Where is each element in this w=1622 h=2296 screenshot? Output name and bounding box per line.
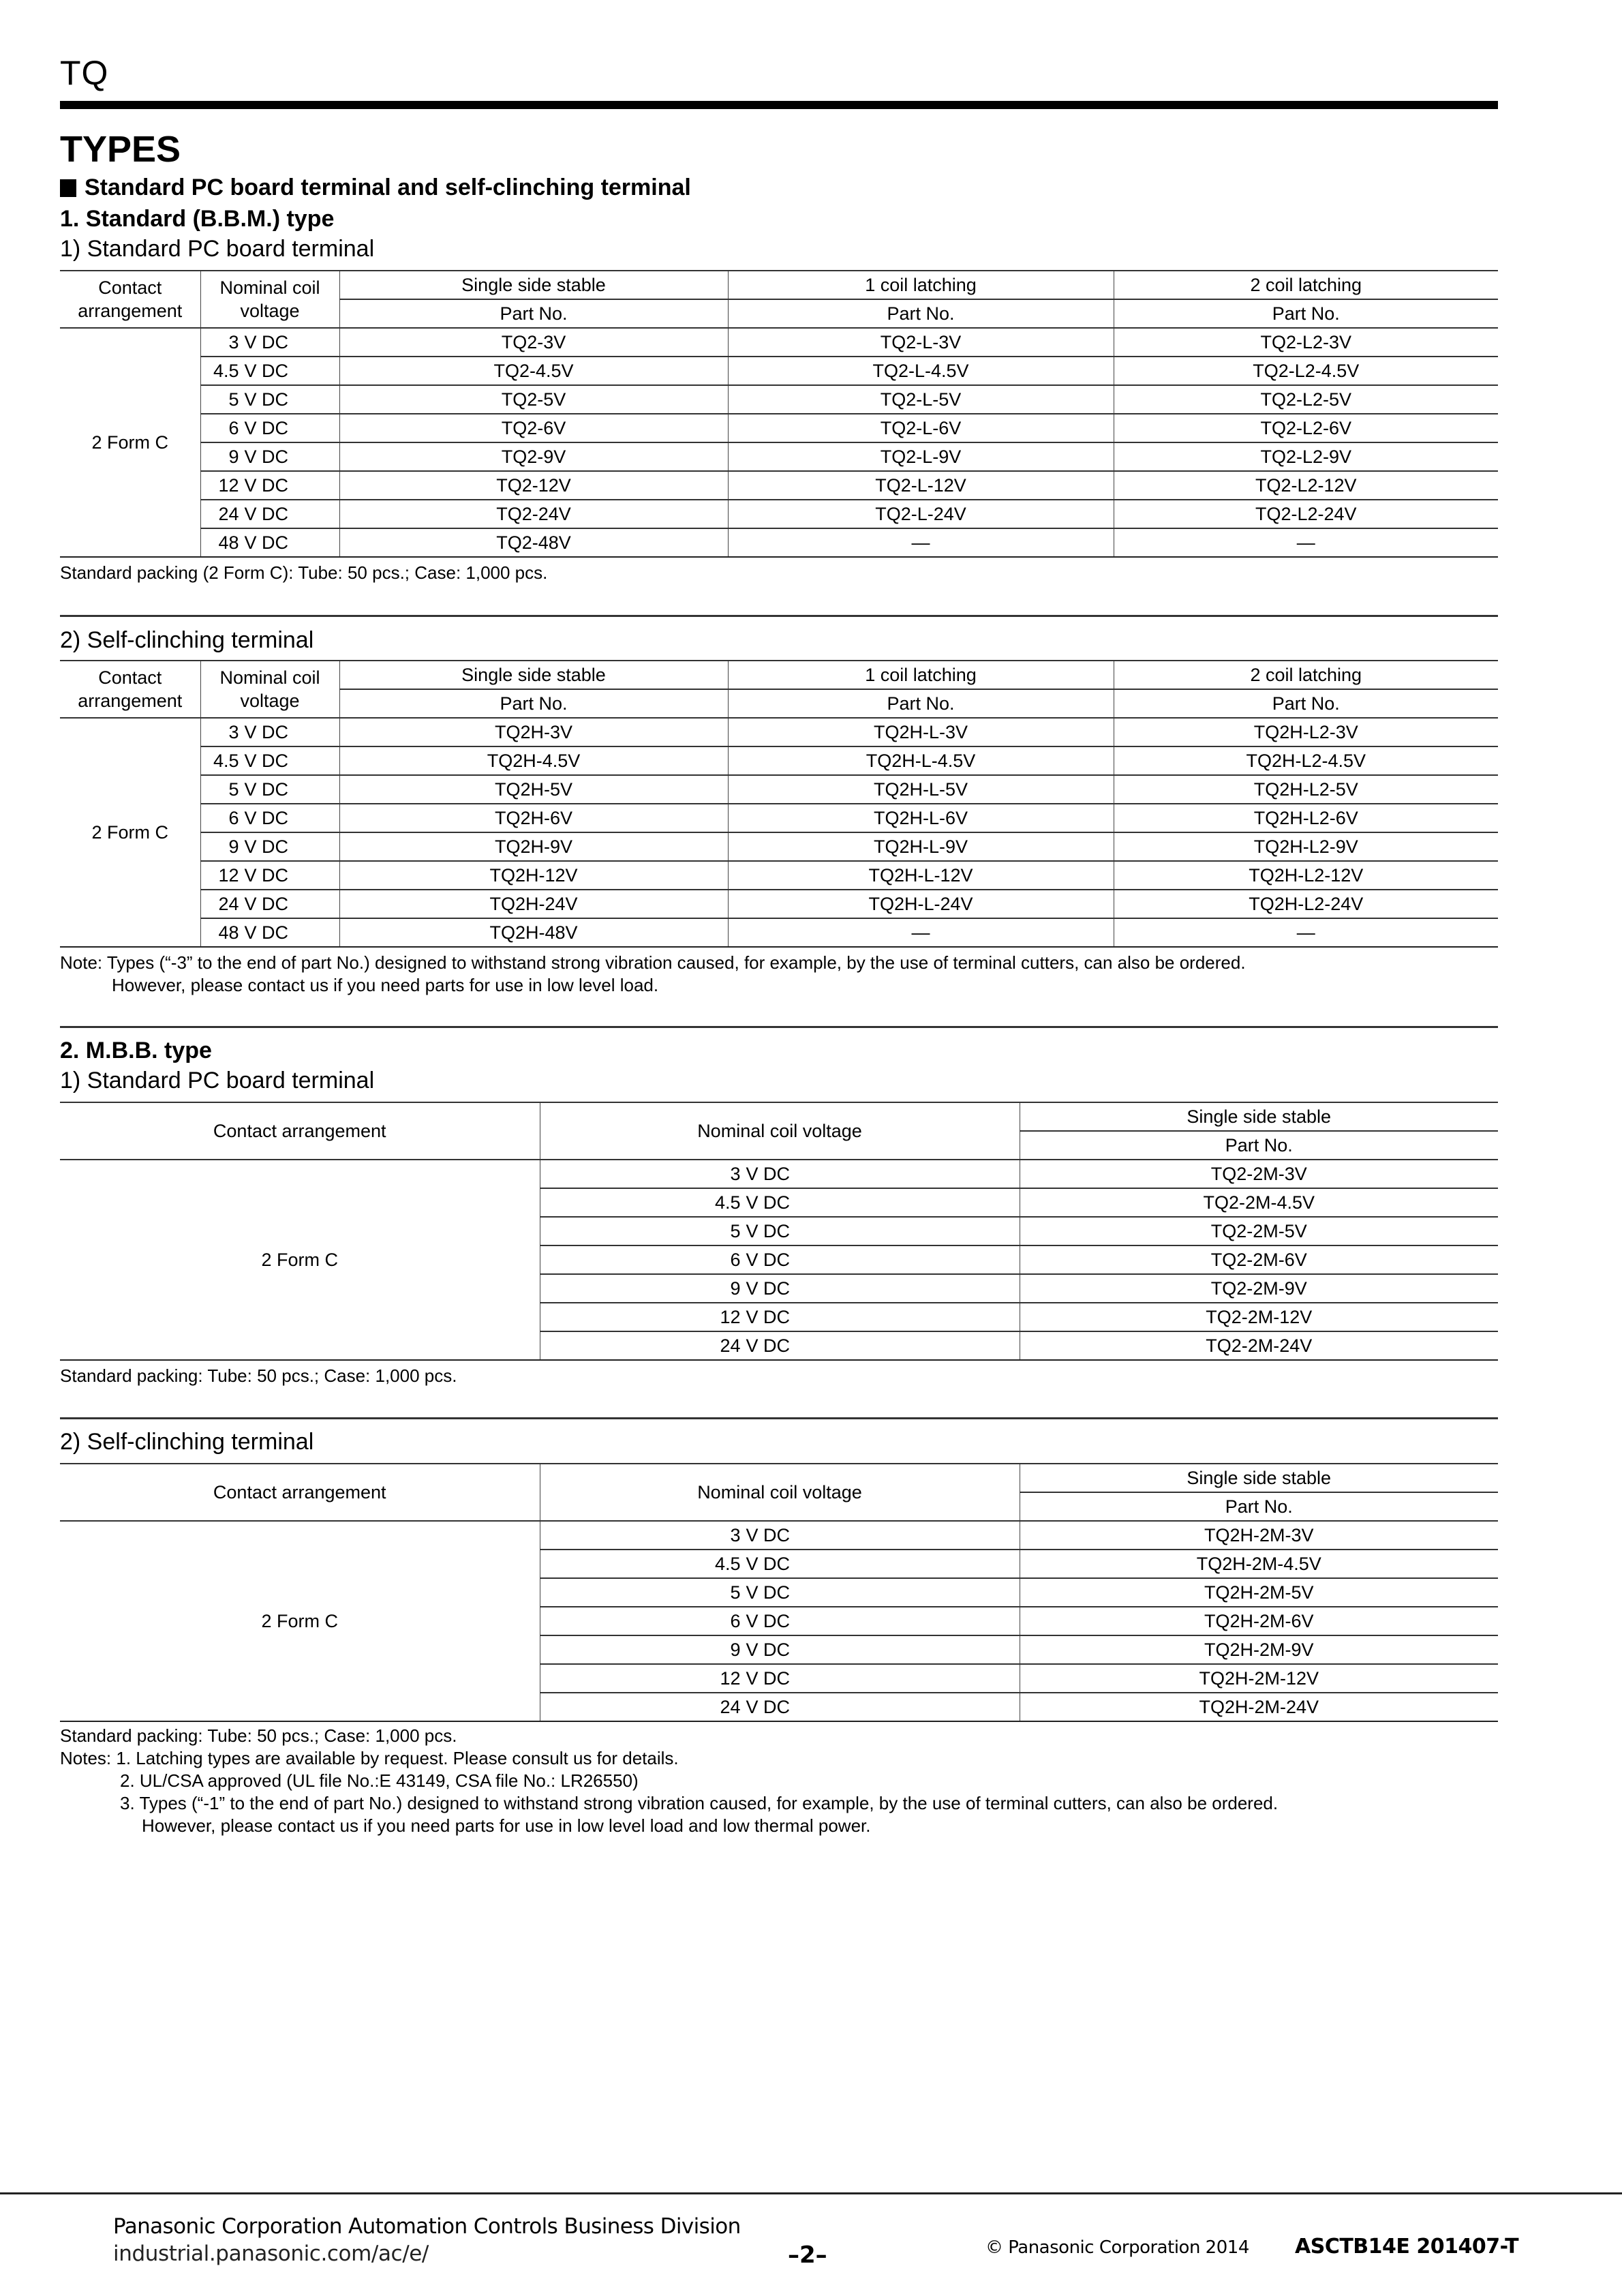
voltage-cell: 24 V DC xyxy=(540,1693,1020,1721)
bbm-heading: 1. Standard (B.B.M.) type xyxy=(60,206,335,232)
header-part-no: Part No. xyxy=(339,299,728,328)
table-row xyxy=(60,775,1498,804)
voltage-cell: 9 V DC xyxy=(200,442,339,471)
voltage-cell: 3 V DC xyxy=(540,1160,1020,1188)
part-no-cell: TQ2H-2M-6V xyxy=(1020,1607,1498,1635)
header-contact-arrangement: Contact arrangement xyxy=(78,667,183,711)
header-nominal-voltage: Nominal coil voltage xyxy=(540,1464,1020,1521)
voltage-cell: 5 V DC xyxy=(540,1578,1020,1607)
mbb-sc-notes xyxy=(60,1725,1498,1837)
part-no-cell: TQ2H-2M-24V xyxy=(1020,1693,1498,1721)
part-no-cell: TQ2-L2-24V xyxy=(1114,500,1498,528)
table-row xyxy=(60,1521,1498,1550)
contact-arrangement-cell: 2 Form C xyxy=(91,432,168,453)
part-no-cell: TQ2-5V xyxy=(339,385,728,414)
header-1-coil-latching: 1 coil latching xyxy=(728,661,1114,689)
part-no-cell: TQ2-2M-24V xyxy=(1020,1331,1498,1360)
table-row xyxy=(60,328,1498,357)
part-no-cell: TQ2-2M-6V xyxy=(1020,1245,1498,1274)
table-row xyxy=(60,442,1498,471)
voltage-cell: 12 V DC xyxy=(200,471,339,500)
part-no-cell: TQ2H-L-5V xyxy=(728,775,1114,804)
bbm-pcb-packing: Standard packing (2 Form C): Tube: 50 pcs.; Case: 1,000 pcs. xyxy=(60,562,548,583)
part-no-cell: TQ2H-L2-4.5V xyxy=(1114,746,1498,775)
voltage-cell: 5 V DC xyxy=(540,1217,1020,1245)
mbb-sc-table xyxy=(60,1463,1498,1722)
header-nominal-voltage: Nominal coil voltage xyxy=(200,271,339,328)
note-1: Notes: 1. Latching types are available by request. Please consult us for details. xyxy=(60,1748,679,1768)
bbm-sc-note xyxy=(60,952,1498,997)
mbb-sc-subheading: 2) Self-clinching terminal xyxy=(60,1429,314,1455)
header-contact-arrangement: Contact arrangement xyxy=(213,1120,386,1141)
part-no-cell: TQ2-9V xyxy=(339,442,728,471)
note-3: 3. Types (“-1” to the end of part No.) designed to withstand strong vibration caused, for example, by the use of terminal cutters, can also be ordered. xyxy=(120,1793,1279,1813)
table-row xyxy=(60,1160,1498,1188)
voltage-cell: 9 V DC xyxy=(540,1635,1020,1664)
table-row xyxy=(60,500,1498,528)
voltage-cell: 6 V DC xyxy=(540,1245,1020,1274)
section-heading-text: Standard PC board terminal and self-clinching terminal xyxy=(85,175,691,200)
voltage-cell: 5 V DC xyxy=(200,385,339,414)
document-code: ASCTB14E 201407-T xyxy=(1295,2235,1519,2259)
packing-note: Standard packing: Tube: 50 pcs.; Case: 1,000 pcs. xyxy=(60,1725,457,1746)
note-3-continued: However, please contact us if you need parts for use in low level load and low thermal power. xyxy=(142,1815,871,1836)
voltage-cell: 3 V DC xyxy=(200,328,339,357)
header-nominal-voltage: Nominal coil voltage xyxy=(200,661,339,718)
voltage-cell: 24 V DC xyxy=(200,500,339,528)
part-no-cell: — xyxy=(1114,918,1498,947)
part-no-cell: TQ2H-6V xyxy=(339,804,728,832)
part-no-cell: TQ2H-2M-5V xyxy=(1020,1578,1498,1607)
footer-rule xyxy=(0,2192,1622,2194)
part-no-cell: TQ2-2M-5V xyxy=(1020,1217,1498,1245)
header-contact-arrangement: Contact arrangement xyxy=(78,277,183,321)
header-part-no: Part No. xyxy=(728,689,1114,718)
part-no-cell: TQ2H-L-3V xyxy=(728,718,1114,746)
part-no-cell: TQ2H-12V xyxy=(339,861,728,890)
part-no-cell: TQ2H-L-6V xyxy=(728,804,1114,832)
voltage-cell: 48 V DC xyxy=(200,918,339,947)
table-row xyxy=(60,414,1498,442)
header-2-coil-latching: 2 coil latching xyxy=(1114,271,1498,299)
bbm-sc-table-wrap xyxy=(60,660,1498,948)
voltage-cell: 6 V DC xyxy=(200,804,339,832)
mbb-pcb-subheading: 1) Standard PC board terminal xyxy=(60,1068,375,1093)
series-title: TQ xyxy=(60,54,109,92)
square-bullet-icon xyxy=(60,179,76,197)
voltage-cell: 48 V DC xyxy=(200,528,339,557)
header-part-no: Part No. xyxy=(1114,299,1498,328)
part-no-cell: TQ2-L-12V xyxy=(728,471,1114,500)
part-no-cell: TQ2-L-6V xyxy=(728,414,1114,442)
contact-arrangement-cell: 2 Form C xyxy=(261,1249,338,1270)
part-no-cell: TQ2H-48V xyxy=(339,918,728,947)
bbm-sc-table xyxy=(60,660,1498,948)
part-no-cell: TQ2H-L2-5V xyxy=(1114,775,1498,804)
table-row xyxy=(60,804,1498,832)
bbm-pcb-table-wrap xyxy=(60,270,1498,558)
part-no-cell: TQ2H-2M-9V xyxy=(1020,1635,1498,1664)
table-row xyxy=(60,746,1498,775)
part-no-cell: TQ2-4.5V xyxy=(339,357,728,385)
part-no-cell: TQ2H-5V xyxy=(339,775,728,804)
note-line: However, please contact us if you need parts for use in low level load. xyxy=(112,975,659,995)
header-single-side-stable: Single side stable xyxy=(339,271,728,299)
table-row xyxy=(60,471,1498,500)
part-no-cell: TQ2-L-3V xyxy=(728,328,1114,357)
part-no-cell: TQ2-6V xyxy=(339,414,728,442)
table-row xyxy=(60,385,1498,414)
table-row xyxy=(60,890,1498,918)
section-divider xyxy=(60,1417,1498,1419)
part-no-cell: TQ2-L2-3V xyxy=(1114,328,1498,357)
part-no-cell: TQ2-L2-4.5V xyxy=(1114,357,1498,385)
voltage-cell: 12 V DC xyxy=(540,1664,1020,1693)
types-heading: TYPES xyxy=(60,129,181,170)
voltage-cell: 24 V DC xyxy=(200,890,339,918)
part-no-cell: TQ2-L-24V xyxy=(728,500,1114,528)
part-no-cell: — xyxy=(728,918,1114,947)
voltage-cell: 3 V DC xyxy=(200,718,339,746)
part-no-cell: TQ2-3V xyxy=(339,328,728,357)
part-no-cell: TQ2-2M-3V xyxy=(1020,1160,1498,1188)
table-row xyxy=(60,832,1498,861)
header-part-no: Part No. xyxy=(728,299,1114,328)
part-no-cell: TQ2-2M-4.5V xyxy=(1020,1188,1498,1217)
voltage-cell: 9 V DC xyxy=(200,832,339,861)
part-no-cell: TQ2-L-4.5V xyxy=(728,357,1114,385)
voltage-cell: 4.5 V DC xyxy=(540,1188,1020,1217)
part-no-cell: TQ2H-4.5V xyxy=(339,746,728,775)
voltage-cell: 12 V DC xyxy=(540,1303,1020,1331)
part-no-cell: TQ2H-9V xyxy=(339,832,728,861)
part-no-cell: TQ2-2M-12V xyxy=(1020,1303,1498,1331)
voltage-cell: 24 V DC xyxy=(540,1331,1020,1360)
page-number: –2– xyxy=(788,2241,827,2269)
part-no-cell: TQ2-L2-5V xyxy=(1114,385,1498,414)
header-single-side-stable: Single side stable xyxy=(1020,1102,1498,1131)
part-no-cell: TQ2H-3V xyxy=(339,718,728,746)
mbb-pcb-packing: Standard packing: Tube: 50 pcs.; Case: 1,000 pcs. xyxy=(60,1365,457,1386)
voltage-cell: 5 V DC xyxy=(200,775,339,804)
section-divider xyxy=(60,1026,1498,1028)
header-part-no: Part No. xyxy=(339,689,728,718)
section-heading xyxy=(60,175,1498,201)
footer-url-link[interactable]: industrial.panasonic.com/ac/e/ xyxy=(113,2241,429,2266)
part-no-cell: TQ2H-L-9V xyxy=(728,832,1114,861)
voltage-cell: 4.5 V DC xyxy=(540,1550,1020,1578)
header-rule xyxy=(60,101,1498,109)
part-no-cell: TQ2H-L-24V xyxy=(728,890,1114,918)
part-no-cell: TQ2-L-5V xyxy=(728,385,1114,414)
part-no-cell: — xyxy=(1114,528,1498,557)
footer-company xyxy=(113,2214,741,2266)
voltage-cell: 6 V DC xyxy=(540,1607,1020,1635)
note-2: 2. UL/CSA approved (UL file No.:E 43149, CSA file No.: LR26550) xyxy=(120,1770,639,1791)
part-no-cell: TQ2-L2-9V xyxy=(1114,442,1498,471)
table-row xyxy=(60,918,1498,947)
mbb-heading: 2. M.B.B. type xyxy=(60,1038,212,1063)
part-no-cell: — xyxy=(728,528,1114,557)
table-row xyxy=(60,528,1498,557)
voltage-cell: 12 V DC xyxy=(200,861,339,890)
voltage-cell: 4.5 V DC xyxy=(200,357,339,385)
part-no-cell: TQ2H-L2-12V xyxy=(1114,861,1498,890)
copyright: © Panasonic Corporation 2014 xyxy=(985,2237,1249,2258)
part-no-cell: TQ2H-L-12V xyxy=(728,861,1114,890)
mbb-sc-table-wrap xyxy=(60,1463,1498,1722)
bbm-pcb-subheading: 1) Standard PC board terminal xyxy=(60,236,375,262)
header-contact-arrangement: Contact arrangement xyxy=(213,1481,386,1502)
voltage-cell: 6 V DC xyxy=(200,414,339,442)
part-no-cell: TQ2-48V xyxy=(339,528,728,557)
part-no-cell: TQ2H-L2-6V xyxy=(1114,804,1498,832)
table-row xyxy=(60,861,1498,890)
bbm-sc-subheading: 2) Self-clinching terminal xyxy=(60,627,314,653)
part-no-cell: TQ2-L-9V xyxy=(728,442,1114,471)
part-no-cell: TQ2H-L2-9V xyxy=(1114,832,1498,861)
part-no-cell: TQ2H-L2-24V xyxy=(1114,890,1498,918)
part-no-cell: TQ2H-2M-3V xyxy=(1020,1521,1498,1550)
part-no-cell: TQ2-L2-12V xyxy=(1114,471,1498,500)
footer-corp-name: Panasonic Corporation Automation Controls Business Division xyxy=(113,2214,741,2239)
part-no-cell: TQ2-L2-6V xyxy=(1114,414,1498,442)
header-2-coil-latching: 2 coil latching xyxy=(1114,661,1498,689)
voltage-cell: 3 V DC xyxy=(540,1521,1020,1550)
table-row xyxy=(60,718,1498,746)
voltage-cell: 4.5 V DC xyxy=(200,746,339,775)
header-part-no: Part No. xyxy=(1020,1131,1498,1160)
contact-arrangement-cell: 2 Form C xyxy=(261,1610,338,1631)
part-no-cell: TQ2-2M-9V xyxy=(1020,1274,1498,1303)
part-no-cell: TQ2H-2M-4.5V xyxy=(1020,1550,1498,1578)
section-divider xyxy=(60,615,1498,617)
header-single-side-stable: Single side stable xyxy=(339,661,728,689)
part-no-cell: TQ2H-24V xyxy=(339,890,728,918)
header-nominal-voltage: Nominal coil voltage xyxy=(540,1102,1020,1160)
part-no-cell: TQ2-24V xyxy=(339,500,728,528)
header-part-no: Part No. xyxy=(1020,1492,1498,1521)
mbb-pcb-table xyxy=(60,1102,1498,1361)
voltage-cell: 9 V DC xyxy=(540,1274,1020,1303)
table-row xyxy=(60,357,1498,385)
part-no-cell: TQ2H-L-4.5V xyxy=(728,746,1114,775)
part-no-cell: TQ2-12V xyxy=(339,471,728,500)
header-single-side-stable: Single side stable xyxy=(1020,1464,1498,1492)
mbb-pcb-table-wrap xyxy=(60,1102,1498,1361)
note-line: Note: Types (“-3” to the end of part No.) designed to withstand strong vibration caused, for example, by the use of terminal cutters, can also be ordered. xyxy=(60,952,1246,973)
bbm-pcb-table xyxy=(60,270,1498,558)
part-no-cell: TQ2H-2M-12V xyxy=(1020,1664,1498,1693)
header-part-no: Part No. xyxy=(1114,689,1498,718)
header-1-coil-latching: 1 coil latching xyxy=(728,271,1114,299)
contact-arrangement-cell: 2 Form C xyxy=(91,821,168,843)
part-no-cell: TQ2H-L2-3V xyxy=(1114,718,1498,746)
